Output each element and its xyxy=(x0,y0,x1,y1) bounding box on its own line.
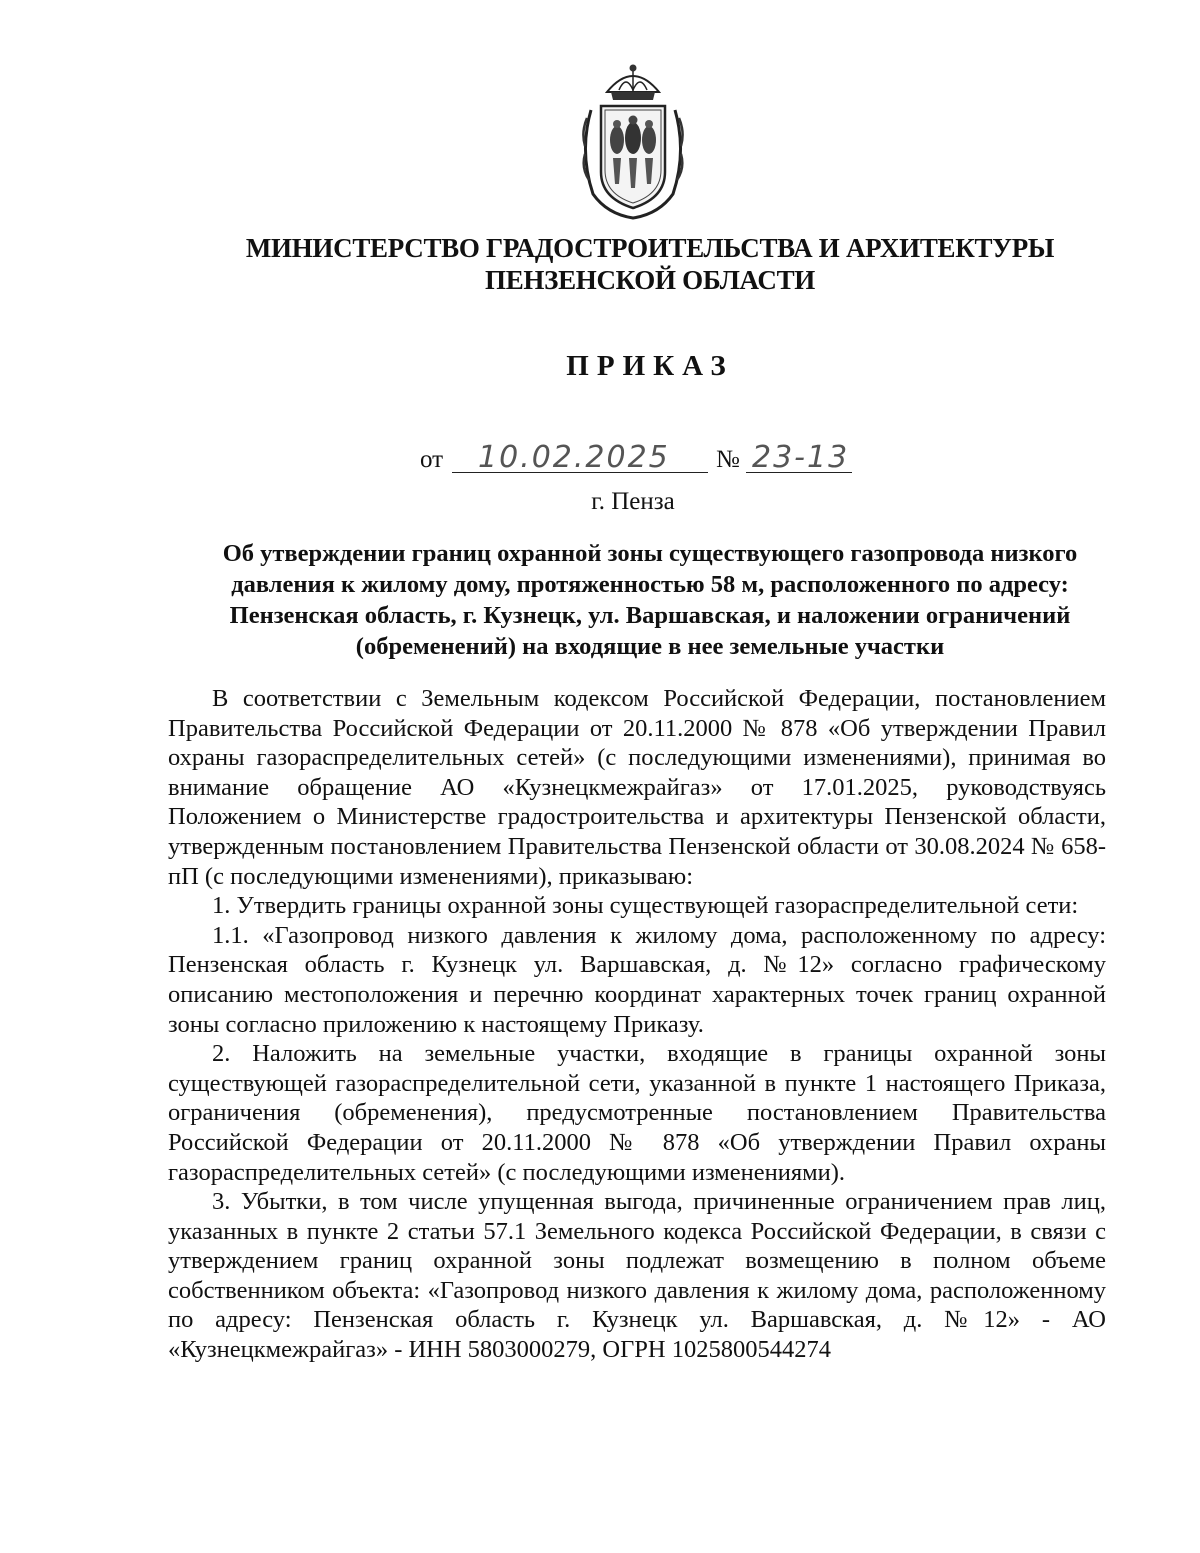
document-title xyxy=(150,538,1150,662)
document-type: ПРИКАЗ xyxy=(566,350,734,382)
ministry-name xyxy=(150,232,1150,296)
number-label: № xyxy=(716,446,740,473)
order-number: 23-13 xyxy=(752,440,850,475)
title-line-4: (обременений) на входящие в нее земельные участки xyxy=(355,633,945,660)
date-label: от xyxy=(420,446,444,473)
city: г. Пенза xyxy=(591,488,675,515)
order-date: 10.02.2025 xyxy=(478,440,670,475)
item-1-1-paragraph: 1.1. «Газопровод низкого давления к жилому дома, расположенному по адресу: Пензенская область г. Кузнецк ул. Варшавская, д. №12» согласно графическому описанию местоположения и перечню координат характерных точек границ охранной зоны согласно приложению к настоящему Приказу. xyxy=(168,921,1106,1038)
penza-coat-of-arms-icon xyxy=(577,62,689,220)
title-line-3: Пензенская область, г. Кузнецк, ул. Варшавская, и наложении ограничений xyxy=(229,602,1071,629)
ministry-line-1: МИНИСТЕРСТВО ГРАДОСТРОИТЕЛЬСТВА И АРХИТЕКТУРЫ xyxy=(245,233,1055,263)
item-2-paragraph: 2. Наложить на земельные участки, входящие в границы охранной зоны существующей газораспределительной сети, указанной в пункте 1 настоящего Приказа, ограничения (обременения), предусмотренные постановлением Правительства Российской Федерации от 20.11.2000 № 878 «Об утверждении Правил охраны газораспределительных сетей» (с последующими изменениями). xyxy=(168,1040,1106,1186)
order-date-number-row xyxy=(0,440,1200,480)
title-line-2: давления к жилому дому, протяженностью 58 м, расположенного по адресу: xyxy=(231,571,1069,598)
item-3-paragraph: 3. Убытки, в том числе упущенная выгода, причиненные ограничением прав лиц, указанных в пункте 2 статьи 57.1 Земельного кодекса Российской Федерации, в связи с утверждением границ охранной зоны подлежат возмещению в полном объеме собственником объекта: «Газопровод низкого давления к жилому дома, расположенному по адресу: Пензенская область г. Кузнецк ул. Варшавская, д. №12» - АО «Кузнецкмежрайгаз» - ИНН 5803000279, ОГРН 1025800544274 xyxy=(168,1188,1106,1364)
item-1-paragraph: 1. Утвердить границы охранной зоны существующей газораспределительной сети: xyxy=(212,892,1079,920)
ministry-line-2: ПЕНЗЕНСКОЙ ОБЛАСТИ xyxy=(485,265,815,295)
preamble-paragraph: В соответствии с Земельным кодексом Российской Федерации, постановлением Правительства Российской Федерации от 20.11.2000 № 878 «Об утверждении Правил охраны газораспределительных сетей» (с последующими изменениями), принимая во внимание обращение АО «Кузнецкмежрайгаз» от 17.01.2025, руководствуясь Положением о Министерстве градостроительства и архитектуры Пензенской области, утвержденным постановлением Правительства Пензенской области от 30.08.2024 № 658-пП (с последующими изменениями), приказываю: xyxy=(168,685,1106,890)
document-body xyxy=(168,684,1106,1365)
title-line-1: Об утверждении границ охранной зоны существующего газопровода низкого xyxy=(222,540,1078,567)
